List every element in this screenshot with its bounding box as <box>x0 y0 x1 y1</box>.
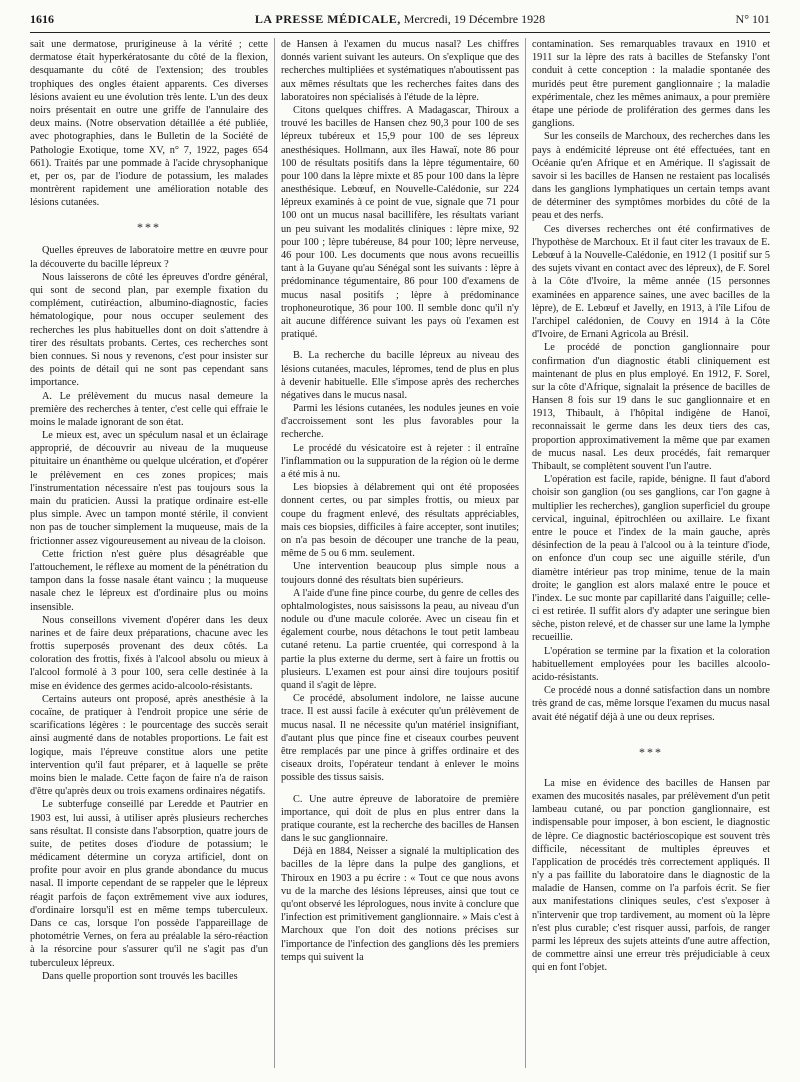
paragraph: de Hansen à l'examen du mucus nasal? Les chiffres donnés varient suivant les auteurs. On s'explique que des recherches multipliées et systématiques n'aboutissent pas aux mêmes résultats que les recherches faites dans des laboratoires non spécialisés à l'étude de la lèpre. <box>281 39 519 103</box>
paragraph: Ce procédé nous a donné satisfaction dans un nombre très grand de cas, même lorsque l'examen du mucus nasal avait été négatif déjà à une ou deux reprises. <box>532 685 770 723</box>
paragraph: Nous laisserons de côté les épreuves d'ordre général, qui sont de second plan, par exemple fixation du complément, cutiréaction, albumino-diagnostic, facies hématologique, pour nous occuper seulement des recherches les plus habituelles dont on doit s'attendre à tirer des résultats probants. Certes, ces recherches sont bien connues. Si nous y revenons, c'est pour insister sur des points de détail qui ne sont pas cependant sans importance. <box>30 271 268 389</box>
paragraph: Dans quelle proportion sont trouvés les bacilles <box>42 970 238 982</box>
column-3 <box>532 38 770 975</box>
paragraph: L'opération est facile, rapide, bénigne. Il faut d'abord choisir son ganglion (ou ses ganglions, car l'on gagne à multiplier les recherches), ganglion superficiel du groupe cervical, inguinal, épitrochléen ou axillaire. Le fixant entre le pouce et l'index de la main gauche, après désinfection de la peau à l'alcool ou à la teinture d'iode, on enfonce d'un coup sec une aiguille stérile, d'un diamètre intérieur pas trop minime, tenue de la main droite; le ganglion est alors malaxé entre le pouce et l'index. Le suc monte par capillarité dans l'aiguille; celle-ci est retirée. Il suffit alors d'y adapter une seringue bien sèche, piston relevé, et de chasser sur une lame la lymphe recueillie. <box>532 474 770 644</box>
header-rule <box>30 32 770 33</box>
paragraph: Déjà en 1884, Neisser a signalé la multiplication des bacilles de la lèpre dans la pulpe des ganglions, et Thiroux en 1903 a pu écrire : « Tout ce que nous avons vu de la marche des lésions lépreuses, ainsi que tout ce qu'ont observé les léprologues, nous invite à conclure que l'infection est primitivement ganglionnaire. » Mais c'est à Marchoux que l'on doit des notions précises sur l'importance de l'infection des ganglions dès les premiers temps qui suivent la <box>281 846 519 963</box>
paragraph: Sur les conseils de Marchoux, des recherches dans les pays à endémicité lépreuse ont été effectuées, tant en Océanie qu'en Afrique et en Amérique. Il s'agissait de savoir si les bacilles de Hansen ne restaient pas localisés dans les ganglions lymphatiques un certain temps avant de déterminer des symptômes morbides du côté de la peau et des nerfs. <box>532 131 770 222</box>
page-number: 1616 <box>30 12 54 26</box>
paragraph: B. La recherche du bacille lépreux au niveau des lésions cutanées, macules, lépromes, tend de plus en plus à devenir habituelle. Elle s'impose après des recherches négatives dans le mucus nasal. <box>281 350 519 401</box>
paragraph: contamination. Ses remarquables travaux en 1910 et 1911 sur la lèpre des rats à bacilles de Stefansky l'ont conduit à cette conception : la maladie spontanée des muridés peut être purement ganglionnaire ; la maladie expérimentale, chez les mêmes animaux, a pour première étape une période de prolifération des germes dans les ganglions. <box>532 39 770 130</box>
paragraph: Ce procédé, absolument indolore, ne laisse aucune trace. Il est aussi facile à exécuter qu'un prélèvement de mucus nasal. Il ne nécessite qu'un matériel insignifiant, d'autant plus que pince fine et ciseaux courbes peuvent être remplacés par une pince à griffes ordinaire et des ciseaux droits, l'opérateur tendant à enlever le moins possible des tissus saisis. <box>281 693 519 784</box>
paragraph: C. Une autre épreuve de laboratoire de première importance, qui doit de plus en plus entrer dans la pratique courante, est la recherche des bacilles de Hansen dans le suc ganglionnaire. <box>281 793 519 845</box>
paragraph: Parmi les lésions cutanées, les nodules jeunes en voie d'accroissement sont les plus favorables pour la recherche. <box>281 403 519 441</box>
paragraph: Une intervention beaucoup plus simple nous a toujours donné des résultats bien supérieurs. <box>281 561 519 586</box>
paragraph: sait une dermatose, prurigineuse à la vérité ; cette dermatose était hyperkératosante du côté de la flexion, desquamante du côté de l'extension; des troubles trophiques des ongles étaient apparents. Ces diverses lésions avaient eu une évolution très lente. L'un des deux noirs présentait en outre une griffe de l'annulaire des deux mains. (Notre observation détaillée a été publiée, avec photographies, dans le Bulletin de la Société de Pathologie Exotique, tome XV, n° 7, 1922, pages 654 661). Traités par une pommade à l'acide chrysophanique et, per os, par de l'iodure de potassium, les malades montrèrent rapidement une amélioration notable des lésions cutanées. <box>30 39 268 209</box>
paragraph: Le subterfuge conseillé par Leredde et Pautrier en 1903 est, lui aussi, à utiliser après plusieurs recherches sans résultat. Il consiste dans l'absorption, quatre jours de suite, de petites doses d'iodure de potassium; le médicament détermine un coryza artificiel, dont on profite pour avoir en plus grande abondance du mucus nasal. Il importe cependant de se rappeler que le lépreux réagit parfois de façon extrêmement vive aux iodures, d'ordinaire lorsqu'il est en même temps tuberculeux. Dans ce cas, lorsque l'on possède l'appareillage de photométrie Vernes, on fera au préalable la séro-réaction à la résorcine pour s'assurer qu'il ne s'agit pas d'un tuberculeux lépreux. <box>30 799 268 969</box>
paragraph: Le mieux est, avec un spéculum nasal et un éclairage approprié, de découvrir au niveau de la muqueuse pituitaire un énanthème ou quelque ulcération, et d'opérer le prélèvement en ces zones propices; mais l'instrumentation nécessaire n'est pas toujours sous la main du praticien. Aussi la pratique ordinaire est-elle plus simple. Avec un tampon monté stérile, il convient non pas de toucher simplement la muqueuse, mais de la frictionner assez vigoureusement au niveau de la cloison. <box>30 430 268 547</box>
section-asterism: *** <box>639 744 663 759</box>
column-divider <box>274 38 275 1068</box>
paragraph: Ces diverses recherches ont été confirmatives de l'hypothèse de Marchoux. Et il faut citer les travaux de E. Lebœuf à la Nouvelle-Calédonie, en 1912 (1 positif sur 5 des sujets vivant en contact avec des lépreux), de F. Sorel à la Côte d'Ivoire, la même année (15 personnes examinées en apparence saines, une avec bacilles de la lèpre), de E. Lebœuf et Javelly, en 1913, à l'île Lifou de l'archipel calédonien, de Couvy en 1914 à la Côte d'Ivoire, de Ernani Agricola au Brésil. <box>532 223 770 341</box>
column-1 <box>30 38 268 983</box>
paragraph: Cette friction n'est guère plus désagréable que l'attouchement, le réflexe au moment de la pénétration du tampon dans la fosse nasale étant vaincu ; la muqueuse nasale chez le lépreux est d'ordinaire plus ou moins insensible. <box>30 548 268 613</box>
paragraph: Certains auteurs ont proposé, après anesthésie à la cocaïne, de pratiquer à l'endroit propice une série de scarifications légères : le pourcentage des succès serait ainsi augmenté dans de notables proportions. Le fait est logique, mais l'épreuve constitue alors une petite intervention qu'il faut préparer, et à laquelle se prête moins bien le malade. Cette façon de faire n'a de raison d'être qu'après deux ou trois examens ordinaires négatifs. <box>30 693 268 798</box>
journal-title-line <box>30 8 770 30</box>
paragraph: A. Le prélèvement du mucus nasal demeure la première des recherches à tenter, c'est celle qui effraie le moins le malade ignorant de son état. <box>30 390 268 428</box>
section-asterism: *** <box>137 220 161 235</box>
paragraph: A l'aide d'une fine pince courbe, du genre de celles des ophtalmologistes, nous saisissons la peau, au niveau d'un nodule ou d'une macule colorée. Avec un ciseau fin et également courbe, nous détachons le tout petit lambeau cutané retenu. La partie cruentée, qui correspond à la partie la plus externe du derme, sert à faire un frottis ou plusieurs. L'examen est pour ainsi dire toujours positif quand il s'agit de lèpre. <box>281 587 519 691</box>
paragraph: Le procédé de ponction ganglionnaire pour confirmation d'un diagnostic établi cliniquement est maintenant de plus en plus employé. En 1912, F. Sorel, sur la côte d'Afrique, signalait la présence de bacilles de Hansen 8 fois sur 19 dans le suc ganglionnaire et en 1913, Thibault, à l'hôpital indigène de Hanoï, reconnaissait le germe dans les deux tiers des cas, proportion approximativement la même que par examen de mucus nasal. Les deux procédés, fait remarquer Thibault, se complètent souvent l'un l'autre. <box>532 342 770 472</box>
paragraph: Citons quelques chiffres. A Madagascar, Thiroux a trouvé les bacilles de Hansen chez 90,3 pour 100 de ses lépreux tubéreux et 15,9 pour 100 de ses lépreux anesthésiques. Hollmann, aux îles Hawaï, note 86 pour 100 de résultats positifs dans la lèpre tégumentaire, 60 pour 100 dans la lèpre mixte et 85 pour 100 dans la lèpre anesthésique. Lebœuf, en Nouvelle-Calédonie, sur 224 lépreux examinés à ce point de vue, signale que 71 pour 100 ont un mucus nasal bacillifère, les résultats variant un peu suivant les modalités cliniques : lèpre mixe, 92 pour 100 ; lèpre tubéreuse, 84 pour 100; lèpre nerveuse, 46 pour 100. Les documents que nous avons recueillis tant à la Guyane qu'au Sénégal sont les suivants : lèpre à prédominance tégumentaire, 86 pour 100 d'examens de mucus nasal positifs ; lèpre à prédominance trophoneurotique, 36 pour 100. Il semble donc qu'il n'y ait aucune différence suivant les pays où l'examen est pratiqué. <box>281 104 519 341</box>
issue-number: N° 101 <box>735 12 770 26</box>
issue-date: Mercredi, 19 Décembre 1928 <box>403 12 546 26</box>
column-divider <box>525 38 526 1068</box>
paragraph: Quelles épreuves de laboratoire mettre en œuvre pour la découverte du bacille lépreux ? <box>30 245 268 270</box>
column-2 <box>281 38 519 964</box>
paragraph: L'opération se termine par la fixation et la coloration habituellement employées pour les bacilles alcoolo-acido-résistants. <box>532 645 770 683</box>
running-header <box>30 8 770 30</box>
journal-name: LA PRESSE MÉDICALE, <box>254 12 401 26</box>
paragraph: Nous conseillons vivement d'opérer dans les deux narines et de faire deux préparations, chacune avec les frottis superposés provenant des deux côtés. La coloration des frottis, fixés à l'alcool absolu ou mieux à l'alcool formolé à 3 pour 100, sera celle destinée à la mise en évidence des germes acido-alcoolo-résistants. <box>30 614 268 692</box>
paragraph: La mise en évidence des bacilles de Hansen par examen des mucosités nasales, par prélèvement d'un petit lambeau cutané, ou par ponction ganglionnaire, est indispensable pour imposer, à bon escient, le diagnostic de lèpre. Ce diagnostic bactérioscopique est souvent très difficile, nécessitant de multiples épreuves et l'application de procédés très correctement appliqués. Il n'y a pas faillite du laboratoire dans le diagnostic de la maladie de Hansen, comme on l'a parfois écrit. Se fier aux manifestations cliniques seules, c'est s'exposer à n'intervenir que trop tardivement, au moment où la lèpre n'est plus curable; c'est risquer aussi, parfois, de ranger parmi les lépreux des sujets atteints d'une autre affection, de commettre ainsi une erreur très préjudiciable à ceux qui en font l'objet. <box>532 777 770 974</box>
paragraph: Les biopsies à délabrement qui ont été proposées donnent certes, ou par simples frottis, ou mieux par coupe du fragment enlevé, des résultats appréciables, mais ces biopsies, difficiles à faire accepter, sont inutiles; on n'a pas besoin de découper une tranche de la peau, même de 5 ou 6 mm. seulement. <box>281 482 519 560</box>
paragraph: Le procédé du vésicatoire est à rejeter : il entraîne l'inflammation ou la suppuration de la région où le derme a été mis à nu. <box>281 442 519 480</box>
